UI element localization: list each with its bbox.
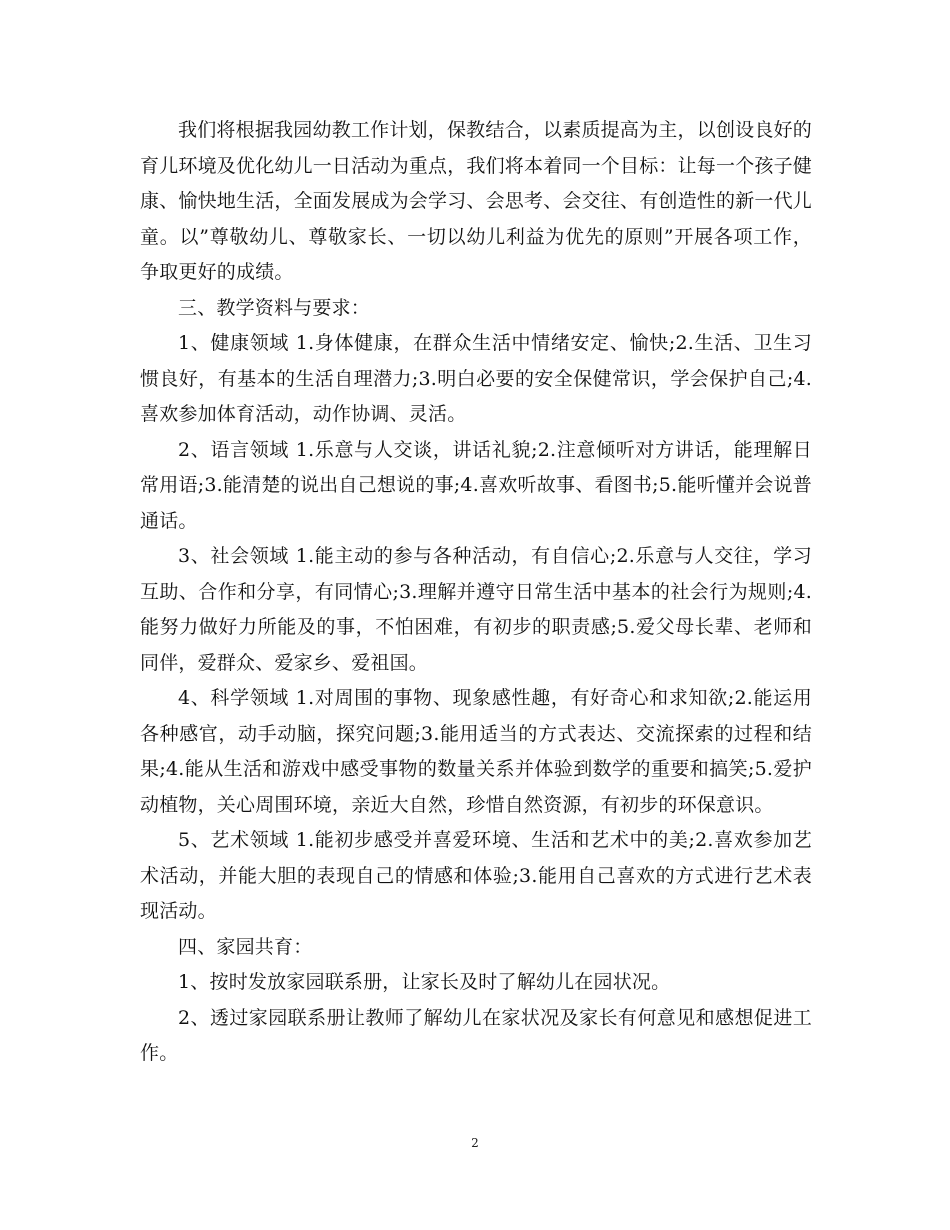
page-number: 2 [471, 1136, 479, 1150]
paragraph-social-domain: 3、社会领域 1.能主动的参与各种活动，有自信心;2.乐意与人交往，学习互助、合作和分享，有同情心;3.理解并遵守日常生活中基本的社会行为规则;4.能努力做好力所能及的事，不怕困难，有初步的职责感;5.爱父母长辈、老师和同伴，爱群众、爱家乡、爱祖国。 [140, 545, 812, 674]
paragraph-health-domain: 1、健康领域 1.身体健康，在群众生活中情绪安定、愉快;2.生活、卫生习惯良好，有基本的生活自理潜力;3.明白必要的安全保健常识，学会保护自己;4.喜欢参加体育活动，动作协调、灵活。 [140, 332, 812, 425]
section-heading-home-school: 四、家园共育： [178, 935, 313, 958]
paragraph-home-school-1: 1、按时发放家园联系册，让家长及时了解幼儿在园状况。 [178, 971, 671, 993]
paragraph-intro: 我们将根据我园幼教工作计划，保教结合，以素质提高为主，以创设良好的育儿环境及优化幼儿一日活动为重点，我们将本着同一个目标：让每一个孩子健康、愉快地生活，全面发展成为会学习、会思考、会交往、有创造性的新一代儿童。以”尊敬幼儿、尊敬家长、一切以幼儿利益为优先的原则”开展各项工作，争取更好的成绩。 [140, 119, 813, 283]
paragraph-home-school-2: 2、透过家园联系册让教师了解幼儿在家状况及家长有何意见和感想促进工作。 [140, 1006, 812, 1064]
paragraph-science-domain: 4、科学领域 1.对周围的事物、现象感性趣，有好奇心和求知欲;2.能运用各种感官，动手动脑，探究问题;3.能用适当的方式表达、交流探索的过程和结果;4.能从生活和游戏中感受事物的数量关系并体验到数学的重要和搞笑;5.爱护动植物，关心周围环境，亲近大自然，珍惜自然资源，有初步的环保意识。 [140, 687, 812, 816]
section-heading-teaching-content: 三、教学资料与要求： [178, 296, 371, 319]
document-body [140, 113, 812, 1072]
paragraph-art-domain: 5、艺术领域 1.能初步感受并喜爱环境、生活和艺术中的美;2.喜欢参加艺术活动，并能大胆的表现自己的情感和体验;3.能用自己喜欢的方式进行艺术表现活动。 [140, 829, 812, 922]
paragraph-language-domain: 2、语言领域 1.乐意与人交谈，讲话礼貌;2.注意倾听对方讲话，能理解日常用语;3.能清楚的说出自己想说的事;4.喜欢听故事、看图书;5.能听懂并会说普通话。 [140, 438, 812, 532]
